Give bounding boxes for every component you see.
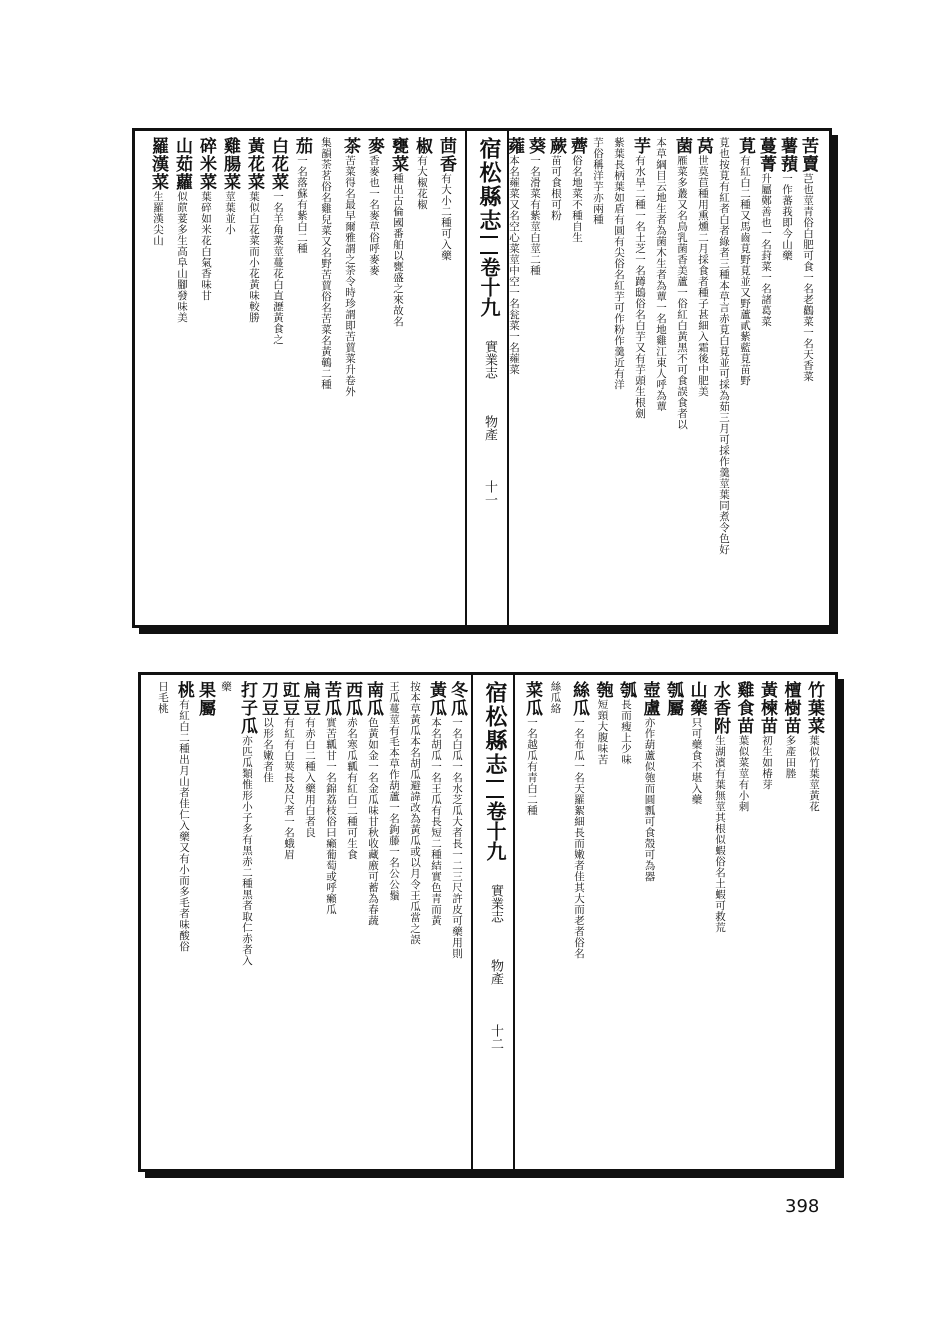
entry-heading: 瓠 xyxy=(616,681,636,699)
entry-heading: 麥 xyxy=(364,137,384,155)
text-column xyxy=(662,681,684,1163)
entry-heading: 瓠屬 xyxy=(663,681,683,717)
entry-text: 藥 xyxy=(220,681,232,692)
entry-heading: 羅漢菜 xyxy=(148,137,168,191)
bottom-section-label: 實業志 xyxy=(488,884,503,923)
text-column xyxy=(363,137,385,619)
entry-text: 日毛桃 xyxy=(157,681,169,714)
text-column xyxy=(195,137,217,619)
entry-text: 以形名嫩者佳 xyxy=(262,717,274,783)
entry-text: 葉似菜莖有小刺 xyxy=(737,735,750,812)
entry-text: 苗可食根可粉 xyxy=(550,155,562,221)
entry-heading: 茴香 xyxy=(436,137,456,173)
entry-heading: 菜瓜 xyxy=(522,681,542,717)
text-column xyxy=(425,681,447,1163)
entry-text: 生湖濱有葉無莖其根似蝦俗名土蝦可救荒 xyxy=(714,735,726,933)
entry-heading: 雞腸菜 xyxy=(220,137,240,191)
text-column xyxy=(734,137,756,619)
text-column xyxy=(671,137,693,619)
text-column xyxy=(411,137,433,619)
text-column xyxy=(568,681,590,1163)
entry-heading: 蕹 xyxy=(504,137,524,155)
bottom-page-panel xyxy=(138,672,838,1172)
text-column xyxy=(803,681,825,1163)
top-page-panel xyxy=(132,128,832,628)
text-column xyxy=(362,681,384,1163)
entry-text: 紫葉長柄葉如盾有圓有尖俗名紅芋可作粉作羹近有洋 xyxy=(613,137,625,390)
text-column xyxy=(173,681,195,1163)
entry-heading: 刀豆 xyxy=(258,681,278,717)
entry-heading: 茄 xyxy=(292,137,312,155)
entry-heading: 黃花菜 xyxy=(244,137,264,191)
entry-text: 葉似白花菜而小花黃味較勝 xyxy=(248,191,260,323)
text-column xyxy=(755,137,777,619)
text-column xyxy=(152,681,174,1163)
top-page-label: 十一 xyxy=(482,480,497,506)
entry-text: 短頸大腹味苦 xyxy=(596,699,609,765)
entry-text: 種出古倫國番舶以甕盛之來故名 xyxy=(392,173,404,327)
text-column xyxy=(315,137,337,619)
entry-heading: 蕨 xyxy=(546,137,566,155)
entry-text: 葉似竹葉莖黃花 xyxy=(808,735,820,812)
entry-text: 絲瓜絡 xyxy=(549,681,562,714)
text-column xyxy=(147,137,169,619)
text-column xyxy=(650,137,672,619)
text-column xyxy=(387,137,409,619)
entry-text: 有大椒花椒 xyxy=(416,155,428,210)
entry-heading: 匏 xyxy=(592,681,613,699)
text-column xyxy=(320,681,342,1163)
fishtail-mark-icon xyxy=(480,236,498,254)
entry-heading: 冬瓜 xyxy=(447,681,467,717)
page-number: 398 xyxy=(785,1196,820,1217)
entry-heading: 黃瓜 xyxy=(426,681,446,717)
entry-text: 有水旱二種一名土芝一名蹲鴟俗名白芋又有芋頭生根劍 xyxy=(634,155,646,419)
text-column xyxy=(587,137,609,619)
entry-text: 生羅漢尖山 xyxy=(152,191,164,246)
text-column xyxy=(629,137,651,619)
entry-heading: 甕菜 xyxy=(388,137,408,173)
entry-heading: 蔓菁 xyxy=(756,137,776,173)
text-column xyxy=(780,681,802,1163)
entry-heading: 山藥 xyxy=(686,681,707,717)
entry-heading: 豇豆 xyxy=(279,681,299,717)
entry-heading: 山茹蘿 xyxy=(172,137,192,191)
text-column xyxy=(709,681,731,1163)
entry-heading: 黃楝苗 xyxy=(757,681,777,735)
entry-text: 色黃如金一名金瓜味甘秋收藏廒可蓄為春蔬 xyxy=(367,717,379,926)
entry-text: 亦匹瓜類惟形小子多有黑赤二種黑者取仁赤者入 xyxy=(241,735,253,966)
text-column xyxy=(524,137,546,619)
entry-text: 苦菜得名最早爾雅謂之荼令時珍謂即苦蕒菜升卷外 xyxy=(344,155,356,397)
text-column xyxy=(639,681,661,1163)
entry-heading: 果屬 xyxy=(195,681,215,717)
entry-heading: 苦瓜 xyxy=(321,681,341,717)
entry-text: 長而瘦上少味 xyxy=(620,699,632,765)
text-column xyxy=(267,137,289,619)
top-book-title: 宿松縣志 xyxy=(476,137,502,233)
top-center-column xyxy=(465,131,509,625)
entry-text: 香麥也一名麥草俗呼麥麥 xyxy=(368,155,380,276)
entry-heading: 莧 xyxy=(735,137,755,155)
entry-text: 按本草黃瓜本名胡瓜避諱改為黃瓜或以月令王瓜當之誤 xyxy=(409,681,421,945)
text-column xyxy=(566,137,588,619)
entry-heading: 莴 xyxy=(693,137,713,155)
entry-text: 莧也按莧有紅者白者綠者三種本草言赤莧白莧並可採為茹三月可採作羹莖葉同煮令色好 xyxy=(718,137,730,555)
text-column xyxy=(171,137,193,619)
bottom-volume-label: 卷十九 xyxy=(483,801,507,861)
entry-text: 實苦瓤甘一名錦荔枝俗曰癩葡萄或呼癩瓜 xyxy=(325,717,337,915)
fishtail-mark-icon xyxy=(486,780,504,798)
entry-heading: 竹葉菜 xyxy=(804,681,824,735)
text-column xyxy=(713,137,735,619)
text-column xyxy=(383,681,405,1163)
text-column xyxy=(215,681,237,1163)
top-volume-label: 卷十九 xyxy=(477,257,501,317)
entry-text: 初生如椿芽 xyxy=(761,735,773,790)
text-column xyxy=(299,681,321,1163)
entry-text: 有大小二種可入藥 xyxy=(440,173,452,261)
entry-text: 世莫苣種用熏燻二月採食者種子甚細入霜後中肥美 xyxy=(697,155,709,397)
entry-heading: 葵 xyxy=(525,137,545,155)
text-column xyxy=(686,681,708,1163)
text-column xyxy=(797,137,819,619)
text-column xyxy=(733,681,755,1163)
entry-heading: 椒 xyxy=(412,137,432,155)
entry-text: 有紅白二種出月山者佳仁入藥又有小而多毛者味酸俗 xyxy=(178,699,190,952)
entry-heading: 檀樹苗 xyxy=(780,681,801,735)
text-column xyxy=(341,681,363,1163)
entry-heading: 西瓜 xyxy=(342,681,362,717)
entry-text: 亦作葫蘆似匏而圓瓢可食殼可為器 xyxy=(643,717,656,882)
entry-heading: 薯蕷 xyxy=(777,137,797,173)
top-subsection-label: 物產 xyxy=(482,415,497,441)
entry-text: 升屬鄭善也一名葑菜一名諸葛菜 xyxy=(760,173,772,327)
text-column xyxy=(243,137,265,619)
entry-text: 一名白瓜一名水芝瓜大者長一二三尺許皮可藥用則 xyxy=(451,717,463,959)
entry-heading: 白花菜 xyxy=(268,137,288,191)
text-column xyxy=(776,137,798,619)
entry-heading: 南瓜 xyxy=(363,681,383,717)
text-column xyxy=(756,681,778,1163)
entry-text: 本名蕹菜又名空心菜莖中空一名瓮菜一名蕹菜 xyxy=(508,155,520,375)
entry-text: 一名布瓜一名天羅絮細長而嫩者佳其大而老者俗名 xyxy=(573,717,585,959)
text-column xyxy=(404,681,426,1163)
entry-heading: 扁豆 xyxy=(300,681,320,717)
entry-text: 多產田塍 xyxy=(784,735,797,779)
text-column xyxy=(446,681,468,1163)
entry-text: 赤名寒瓜瓤有紅白二種可生食 xyxy=(346,717,358,860)
entry-heading: 苦賣 xyxy=(798,137,818,173)
entry-text: 一名滑菜有紫莖白莖二種 xyxy=(529,155,541,276)
bottom-subsection-label: 物產 xyxy=(488,959,503,985)
entry-heading: 桃 xyxy=(174,681,194,699)
entry-text: 只可藥食不堪入藥 xyxy=(690,717,703,805)
entry-heading: 薺 xyxy=(567,137,587,155)
text-column xyxy=(608,137,630,619)
bottom-page-label: 十二 xyxy=(488,1024,503,1050)
text-column xyxy=(257,681,279,1163)
entry-text: 雁菜多叢又名鳥乳菌香美蘆一俗紅白黃黑不可食誤食者以 xyxy=(676,155,688,430)
text-column xyxy=(236,681,258,1163)
entry-text: 葉碎如米花白氣香味甘 xyxy=(200,191,212,301)
entry-text: 有赤白二種入藥用白者良 xyxy=(304,717,316,838)
entry-text: 俗名地菜不種自生 xyxy=(571,155,583,243)
text-column xyxy=(194,681,216,1163)
entry-text: 有紅白二種又馬齒莧野莧並又野蘆貳紫藍莧苗野 xyxy=(739,155,751,386)
entry-heading: 打子瓜 xyxy=(237,681,257,735)
entry-text: 王瓜蔓莖有毛本草作葫蘆一名鉤藤一名公公鬚 xyxy=(388,681,400,901)
entry-text: 一作蕃莪即今山藥 xyxy=(781,173,793,261)
entry-heading: 壺盧 xyxy=(639,681,660,717)
entry-text: 芋俗稱洋芋亦兩種 xyxy=(592,137,604,225)
entry-heading: 菌 xyxy=(672,137,692,155)
entry-heading: 雞食苗 xyxy=(733,681,754,735)
entry-text: 似蒝荽多生高阜山腳發味美 xyxy=(176,191,188,323)
entry-text: 一名羊角菜莖蔓花白直瀝黃食之 xyxy=(272,191,284,345)
entry-heading: 碎米菜 xyxy=(196,137,216,191)
entry-heading: 絲瓜 xyxy=(569,681,589,717)
bottom-book-title: 宿松縣志 xyxy=(482,681,508,777)
entry-text: 一名越瓜有青白二種 xyxy=(526,717,538,816)
text-column xyxy=(521,681,543,1163)
entry-text: 有紅有白莢長及尺者一名蛾眉 xyxy=(283,717,295,860)
text-column xyxy=(592,681,614,1163)
text-column xyxy=(339,137,361,619)
entry-heading: 水香附 xyxy=(710,681,730,735)
text-column xyxy=(615,681,637,1163)
bottom-center-column xyxy=(471,675,515,1169)
entry-text: 一名落蘇有紫白二種 xyxy=(296,155,308,254)
text-column xyxy=(545,681,567,1163)
text-column xyxy=(435,137,457,619)
entry-text: 莖葉並小 xyxy=(224,191,236,235)
entry-text: 本名胡瓜一名王瓜有長短二種結實色青而黃 xyxy=(430,717,442,926)
entry-text: 芑也莖青俗白肥可食一名老鸛菜一名天香菜 xyxy=(802,173,814,382)
entry-text: 集韻荼茗俗名雞兒菜又名野苦蕒俗名苦菜名黃鵪二種 xyxy=(320,137,332,390)
text-column xyxy=(278,681,300,1163)
entry-heading: 芋 xyxy=(630,137,650,155)
entry-heading: 茶 xyxy=(340,137,360,155)
entry-text: 本草綱目云地生者為菌木生者為蕈一名地雞江東人呼為蕈 xyxy=(655,137,667,412)
text-column xyxy=(291,137,313,619)
text-column xyxy=(219,137,241,619)
top-section-label: 實業志 xyxy=(482,340,497,379)
text-column xyxy=(545,137,567,619)
text-column xyxy=(692,137,714,619)
